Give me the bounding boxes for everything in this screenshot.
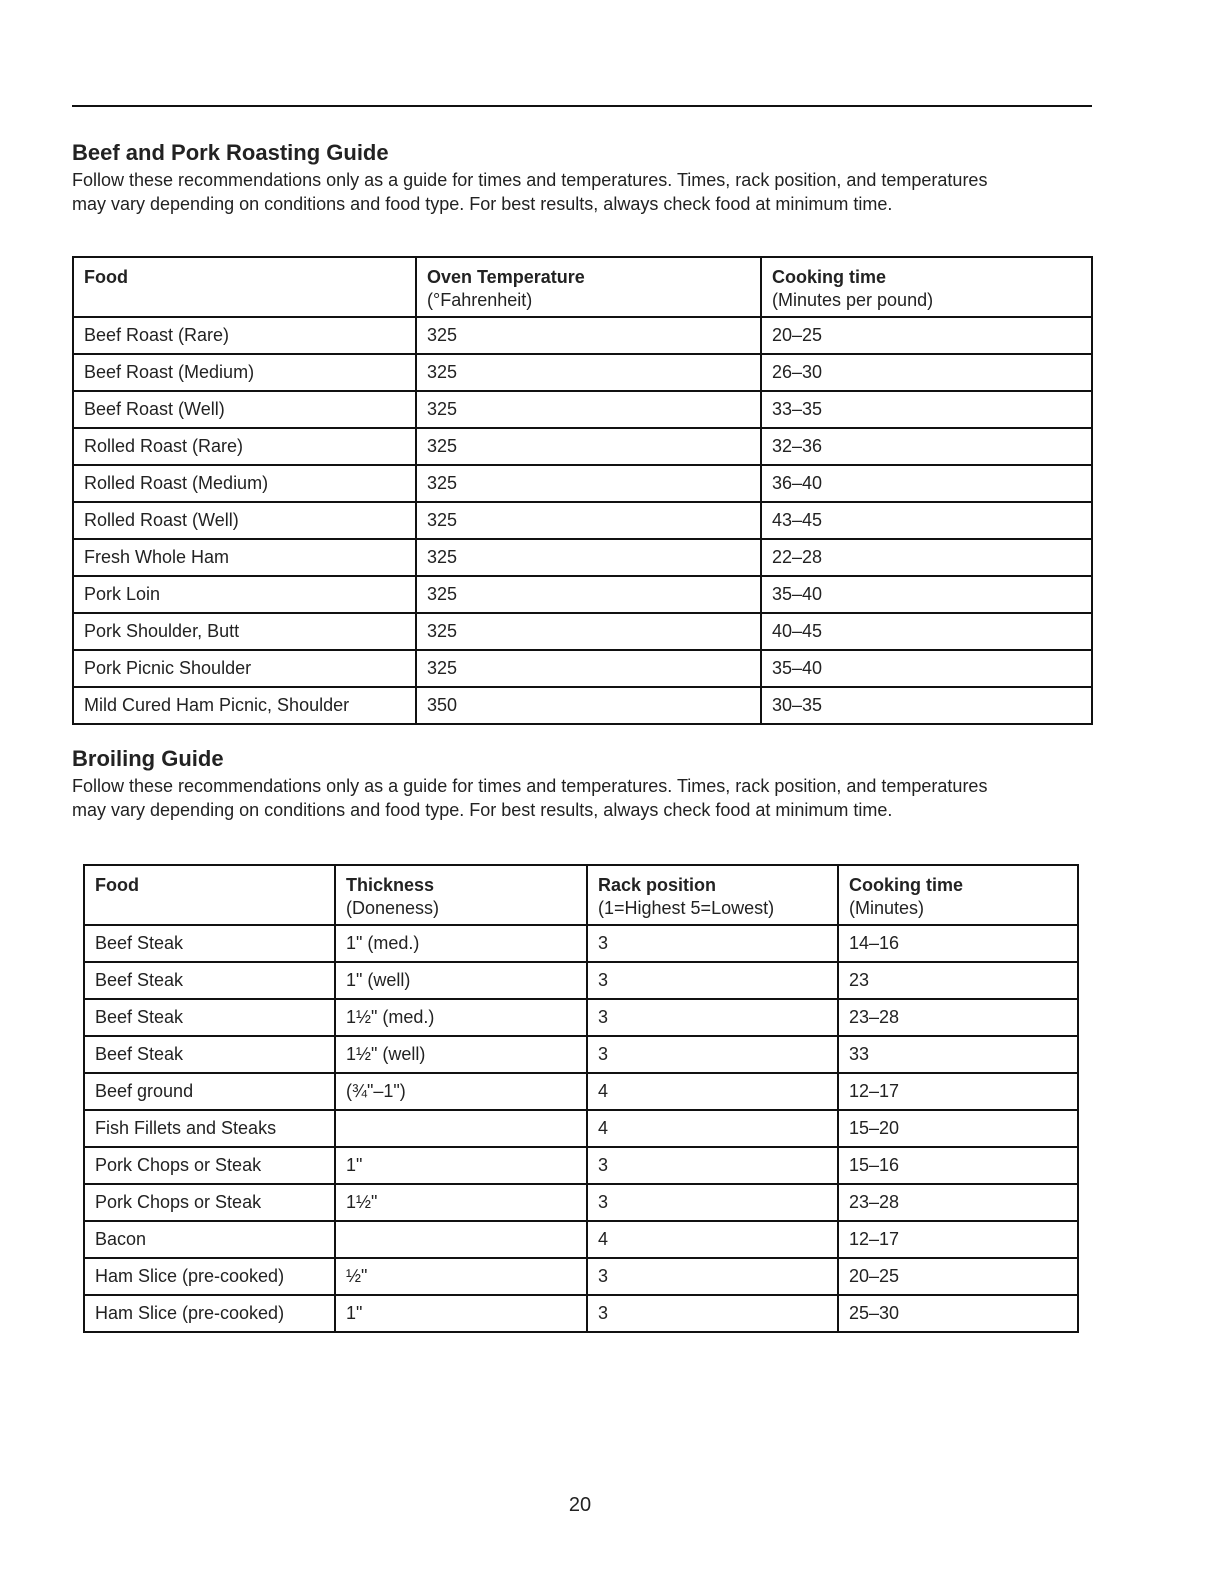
broiling-table	[83, 864, 1079, 1333]
table-row	[73, 502, 1092, 539]
roasting-cell-food: Beef Roast (Well)	[73, 391, 416, 428]
broiling-cell-food: Beef Steak	[84, 962, 335, 999]
roasting-guide-intro	[72, 168, 1092, 216]
broiling-cell-cooking-time: 23	[838, 962, 1078, 999]
roasting-table	[72, 256, 1093, 725]
table-row	[73, 391, 1092, 428]
table-row	[73, 687, 1092, 724]
roasting-cell-food: Pork Loin	[73, 576, 416, 613]
roasting-cell-cooking-time: 20–25	[761, 317, 1092, 354]
roasting-cell-cooking-time: 33–35	[761, 391, 1092, 428]
table-row	[84, 1258, 1078, 1295]
broiling-cell-thickness: ½"	[335, 1258, 587, 1295]
table-row	[84, 1110, 1078, 1147]
roasting-cell-oven-temperature: 325	[416, 613, 761, 650]
broiling-cell-cooking-time: 12–17	[838, 1073, 1078, 1110]
table-row	[73, 650, 1092, 687]
roasting-intro-line-1: Follow these recommendations only as a guide for times and temperatures. Times, rack position, and temperatures	[72, 170, 988, 190]
broiling-cell-rack-position: 3	[587, 1147, 838, 1184]
table-row	[84, 962, 1078, 999]
roasting-cell-oven-temperature: 325	[416, 391, 761, 428]
table-row	[73, 576, 1092, 613]
broiling-intro-line-1: Follow these recommendations only as a guide for times and temperatures. Times, rack position, and temperatures	[72, 776, 988, 796]
roasting-header-oven-temperature: Oven Temperature (°Fahrenheit)	[416, 257, 761, 317]
table-row	[84, 1221, 1078, 1258]
table-row	[84, 1295, 1078, 1332]
roasting-cell-cooking-time: 36–40	[761, 465, 1092, 502]
broiling-header-food: Food	[84, 865, 335, 925]
roasting-cell-food: Pork Shoulder, Butt	[73, 613, 416, 650]
roasting-cell-cooking-time: 43–45	[761, 502, 1092, 539]
table-row	[73, 613, 1092, 650]
roasting-cell-oven-temperature: 325	[416, 539, 761, 576]
broiling-table-body	[84, 925, 1078, 1332]
broiling-cell-cooking-time: 23–28	[838, 999, 1078, 1036]
broiling-cell-cooking-time: 14–16	[838, 925, 1078, 962]
page-number: 20	[568, 1494, 592, 1516]
broiling-cell-food: Pork Chops or Steak	[84, 1147, 335, 1184]
broiling-cell-cooking-time: 33	[838, 1036, 1078, 1073]
roasting-cell-cooking-time: 30–35	[761, 687, 1092, 724]
roasting-intro-line-2: may vary depending on conditions and food type. For best results, always check food at minimum time.	[72, 194, 893, 214]
broiling-cell-cooking-time: 15–20	[838, 1110, 1078, 1147]
broiling-header-cooking-time: Cooking time (Minutes)	[838, 865, 1078, 925]
table-row	[84, 999, 1078, 1036]
table-row	[73, 317, 1092, 354]
broiling-cell-food: Pork Chops or Steak	[84, 1184, 335, 1221]
roasting-cell-cooking-time: 26–30	[761, 354, 1092, 391]
broiling-cell-cooking-time: 12–17	[838, 1221, 1078, 1258]
roasting-cell-cooking-time: 22–28	[761, 539, 1092, 576]
broiling-cell-cooking-time: 25–30	[838, 1295, 1078, 1332]
broiling-cell-food: Beef ground	[84, 1073, 335, 1110]
broiling-cell-thickness	[335, 1110, 587, 1147]
roasting-cell-oven-temperature: 325	[416, 428, 761, 465]
broiling-guide-title: Broiling Guide	[72, 746, 224, 771]
broiling-cell-food: Beef Steak	[84, 999, 335, 1036]
broiling-cell-thickness: 1"	[335, 1295, 587, 1332]
broiling-cell-rack-position: 3	[587, 1036, 838, 1073]
table-row	[73, 465, 1092, 502]
table-row	[73, 539, 1092, 576]
roasting-cell-cooking-time: 35–40	[761, 576, 1092, 613]
broiling-cell-food: Ham Slice (pre-cooked)	[84, 1258, 335, 1295]
table-row	[84, 1036, 1078, 1073]
table-row	[73, 354, 1092, 391]
broiling-cell-thickness: 1" (med.)	[335, 925, 587, 962]
roasting-cell-oven-temperature: 325	[416, 317, 761, 354]
broiling-guide-intro	[72, 774, 1092, 822]
roasting-cell-food: Pork Picnic Shoulder	[73, 650, 416, 687]
roasting-cell-oven-temperature: 325	[416, 502, 761, 539]
broiling-cell-rack-position: 3	[587, 962, 838, 999]
roasting-table-body	[73, 317, 1092, 724]
roasting-cell-oven-temperature: 325	[416, 354, 761, 391]
table-row	[84, 1073, 1078, 1110]
broiling-cell-rack-position: 3	[587, 1184, 838, 1221]
broiling-cell-food: Beef Steak	[84, 1036, 335, 1073]
roasting-cell-cooking-time: 35–40	[761, 650, 1092, 687]
roasting-cell-cooking-time: 40–45	[761, 613, 1092, 650]
broiling-header-rack-position: Rack position (1=Highest 5=Lowest)	[587, 865, 838, 925]
roasting-header-food: Food	[73, 257, 416, 317]
broiling-intro-line-2: may vary depending on conditions and food type. For best results, always check food at minimum time.	[72, 800, 893, 820]
roasting-cell-oven-temperature: 325	[416, 576, 761, 613]
broiling-cell-food: Bacon	[84, 1221, 335, 1258]
roasting-cell-cooking-time: 32–36	[761, 428, 1092, 465]
roasting-header-cooking-time: Cooking time (Minutes per pound)	[761, 257, 1092, 317]
broiling-cell-rack-position: 3	[587, 1295, 838, 1332]
broiling-cell-thickness: 1½"	[335, 1184, 587, 1221]
broiling-cell-thickness: 1½" (med.)	[335, 999, 587, 1036]
broiling-cell-rack-position: 4	[587, 1221, 838, 1258]
broiling-cell-cooking-time: 15–16	[838, 1147, 1078, 1184]
broiling-cell-rack-position: 3	[587, 1258, 838, 1295]
broiling-table-header-row	[84, 865, 1078, 925]
roasting-cell-food: Rolled Roast (Medium)	[73, 465, 416, 502]
broiling-cell-thickness: 1"	[335, 1147, 587, 1184]
broiling-cell-rack-position: 4	[587, 1073, 838, 1110]
table-row	[73, 428, 1092, 465]
broiling-cell-food: Fish Fillets and Steaks	[84, 1110, 335, 1147]
broiling-header-thickness: Thickness (Doneness)	[335, 865, 587, 925]
roasting-guide-title: Beef and Pork Roasting Guide	[72, 140, 389, 165]
broiling-cell-thickness: (¾"–1")	[335, 1073, 587, 1110]
roasting-guide-section	[72, 138, 1092, 725]
broiling-cell-cooking-time: 20–25	[838, 1258, 1078, 1295]
broiling-cell-rack-position: 4	[587, 1110, 838, 1147]
broiling-cell-food: Ham Slice (pre-cooked)	[84, 1295, 335, 1332]
broiling-guide-section	[72, 744, 1092, 1333]
roasting-cell-food: Rolled Roast (Well)	[73, 502, 416, 539]
roasting-cell-food: Rolled Roast (Rare)	[73, 428, 416, 465]
broiling-cell-thickness	[335, 1221, 587, 1258]
roasting-cell-food: Fresh Whole Ham	[73, 539, 416, 576]
table-row	[84, 925, 1078, 962]
table-row	[84, 1184, 1078, 1221]
broiling-cell-rack-position: 3	[587, 925, 838, 962]
roasting-cell-food: Mild Cured Ham Picnic, Shoulder	[73, 687, 416, 724]
broiling-cell-rack-position: 3	[587, 999, 838, 1036]
roasting-cell-oven-temperature: 350	[416, 687, 761, 724]
roasting-table-header-row	[73, 257, 1092, 317]
top-rule	[72, 105, 1092, 107]
roasting-cell-oven-temperature: 325	[416, 465, 761, 502]
roasting-cell-oven-temperature: 325	[416, 650, 761, 687]
roasting-cell-food: Beef Roast (Medium)	[73, 354, 416, 391]
broiling-cell-cooking-time: 23–28	[838, 1184, 1078, 1221]
broiling-cell-thickness: 1½" (well)	[335, 1036, 587, 1073]
roasting-cell-food: Beef Roast (Rare)	[73, 317, 416, 354]
broiling-cell-thickness: 1" (well)	[335, 962, 587, 999]
table-row	[84, 1147, 1078, 1184]
broiling-cell-food: Beef Steak	[84, 925, 335, 962]
